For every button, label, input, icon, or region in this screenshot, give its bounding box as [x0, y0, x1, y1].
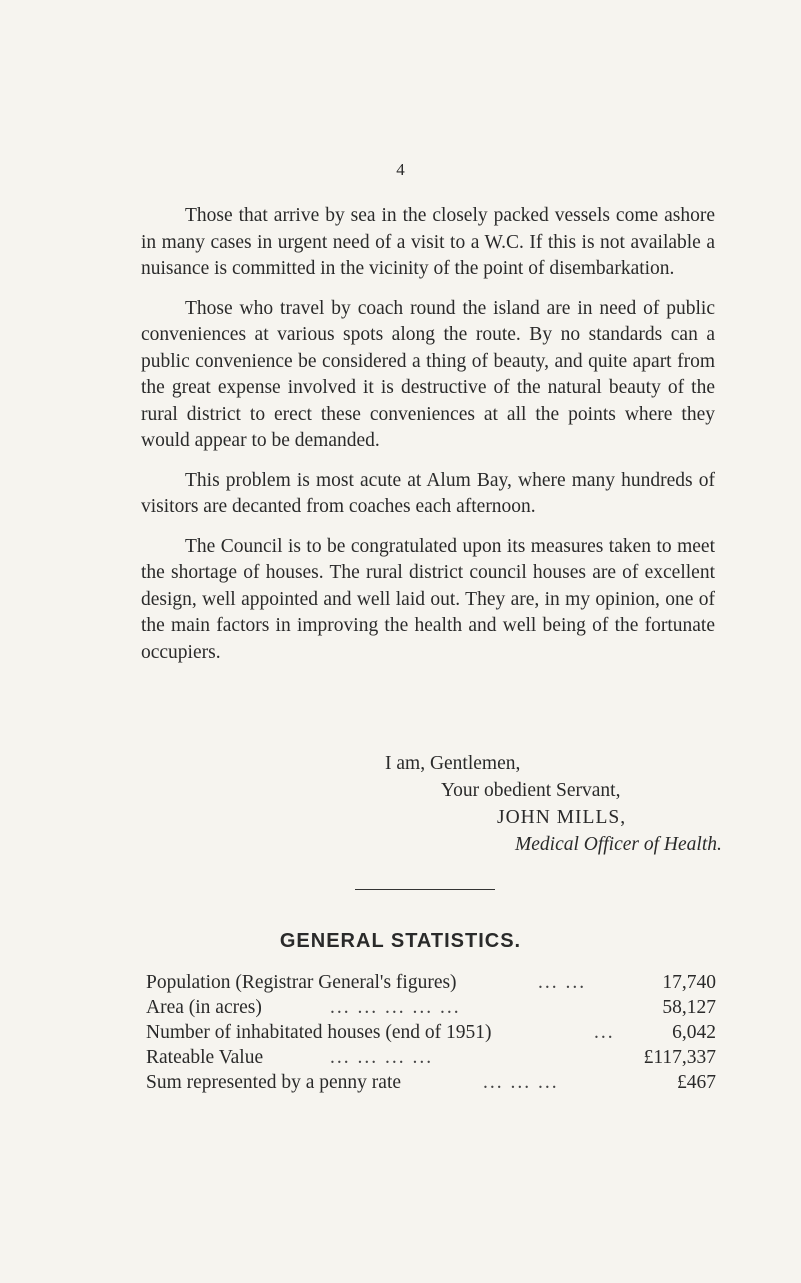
- stat-value: £467: [677, 1072, 716, 1093]
- stat-label: Rateable Value: [146, 1047, 264, 1068]
- paragraph: This problem is most acute at Alum Bay, where many hundreds of visitors are decanted from coaches each afternoon.: [141, 469, 715, 517]
- stat-leader-dots: ... ...: [538, 972, 587, 993]
- section-divider: [355, 889, 495, 890]
- stat-value: 58,127: [662, 997, 716, 1018]
- stat-label: Area (in acres): [146, 997, 262, 1018]
- stat-leader-dots: ... ... ... ... ...: [330, 997, 461, 1018]
- signoff-salutation: I am, Gentlemen,: [385, 753, 521, 774]
- stat-value: £117,337: [643, 1047, 716, 1068]
- stat-row: [146, 997, 716, 1022]
- stat-leader-dots: ... ... ...: [483, 1072, 559, 1093]
- stat-leader-dots: ...: [594, 1022, 615, 1043]
- signoff-title: Medical Officer of Health.: [515, 834, 722, 855]
- stat-row: [146, 1022, 716, 1047]
- signoff-closing: Your obedient Servant,: [441, 780, 621, 801]
- paragraph: Those who travel by coach round the island are in need of public conveniences at various spots along the route. By no standards can a public convenience be considered a thing of beauty, and quite apart from the great expense involved it is destructive of the natural beauty of the rural district to erect these conveniences at all the points where they would appear to be demanded.: [141, 297, 715, 451]
- paragraph: Those that arrive by sea in the closely packed vessels come ashore in many cases in urgent need of a visit to a W.C. If this is not available a nuisance is committed in the vicinity of the point of disembarkation.: [141, 205, 715, 279]
- stat-label: Sum represented by a penny rate: [146, 1072, 402, 1093]
- stat-leader-dots: ... ... ... ...: [330, 1047, 434, 1068]
- signoff-name: JOHN MILLS,: [497, 807, 627, 828]
- paragraph: The Council is to be congratulated upon its measures taken to meet the shortage of houses. The rural district council houses are of excellent design, well appointed and well laid out. They are, in my opinion, one of the main factors in improving the health and well being of the fortunate occupiers.: [141, 535, 715, 663]
- stat-label: Population (Registrar General's figures): [146, 972, 457, 993]
- page-number: 4: [396, 160, 405, 179]
- body-text: [141, 203, 715, 679]
- statistics-heading: GENERAL STATISTICS.: [279, 930, 522, 952]
- stat-row: [146, 1047, 716, 1072]
- stat-row: [146, 1072, 716, 1097]
- stat-value: 17,740: [662, 972, 716, 993]
- statistics-table: [146, 972, 716, 1097]
- stat-label: Number of inhabitated houses (end of 1951): [146, 1022, 492, 1043]
- stat-value: 6,042: [672, 1022, 716, 1043]
- stat-row: [146, 972, 716, 997]
